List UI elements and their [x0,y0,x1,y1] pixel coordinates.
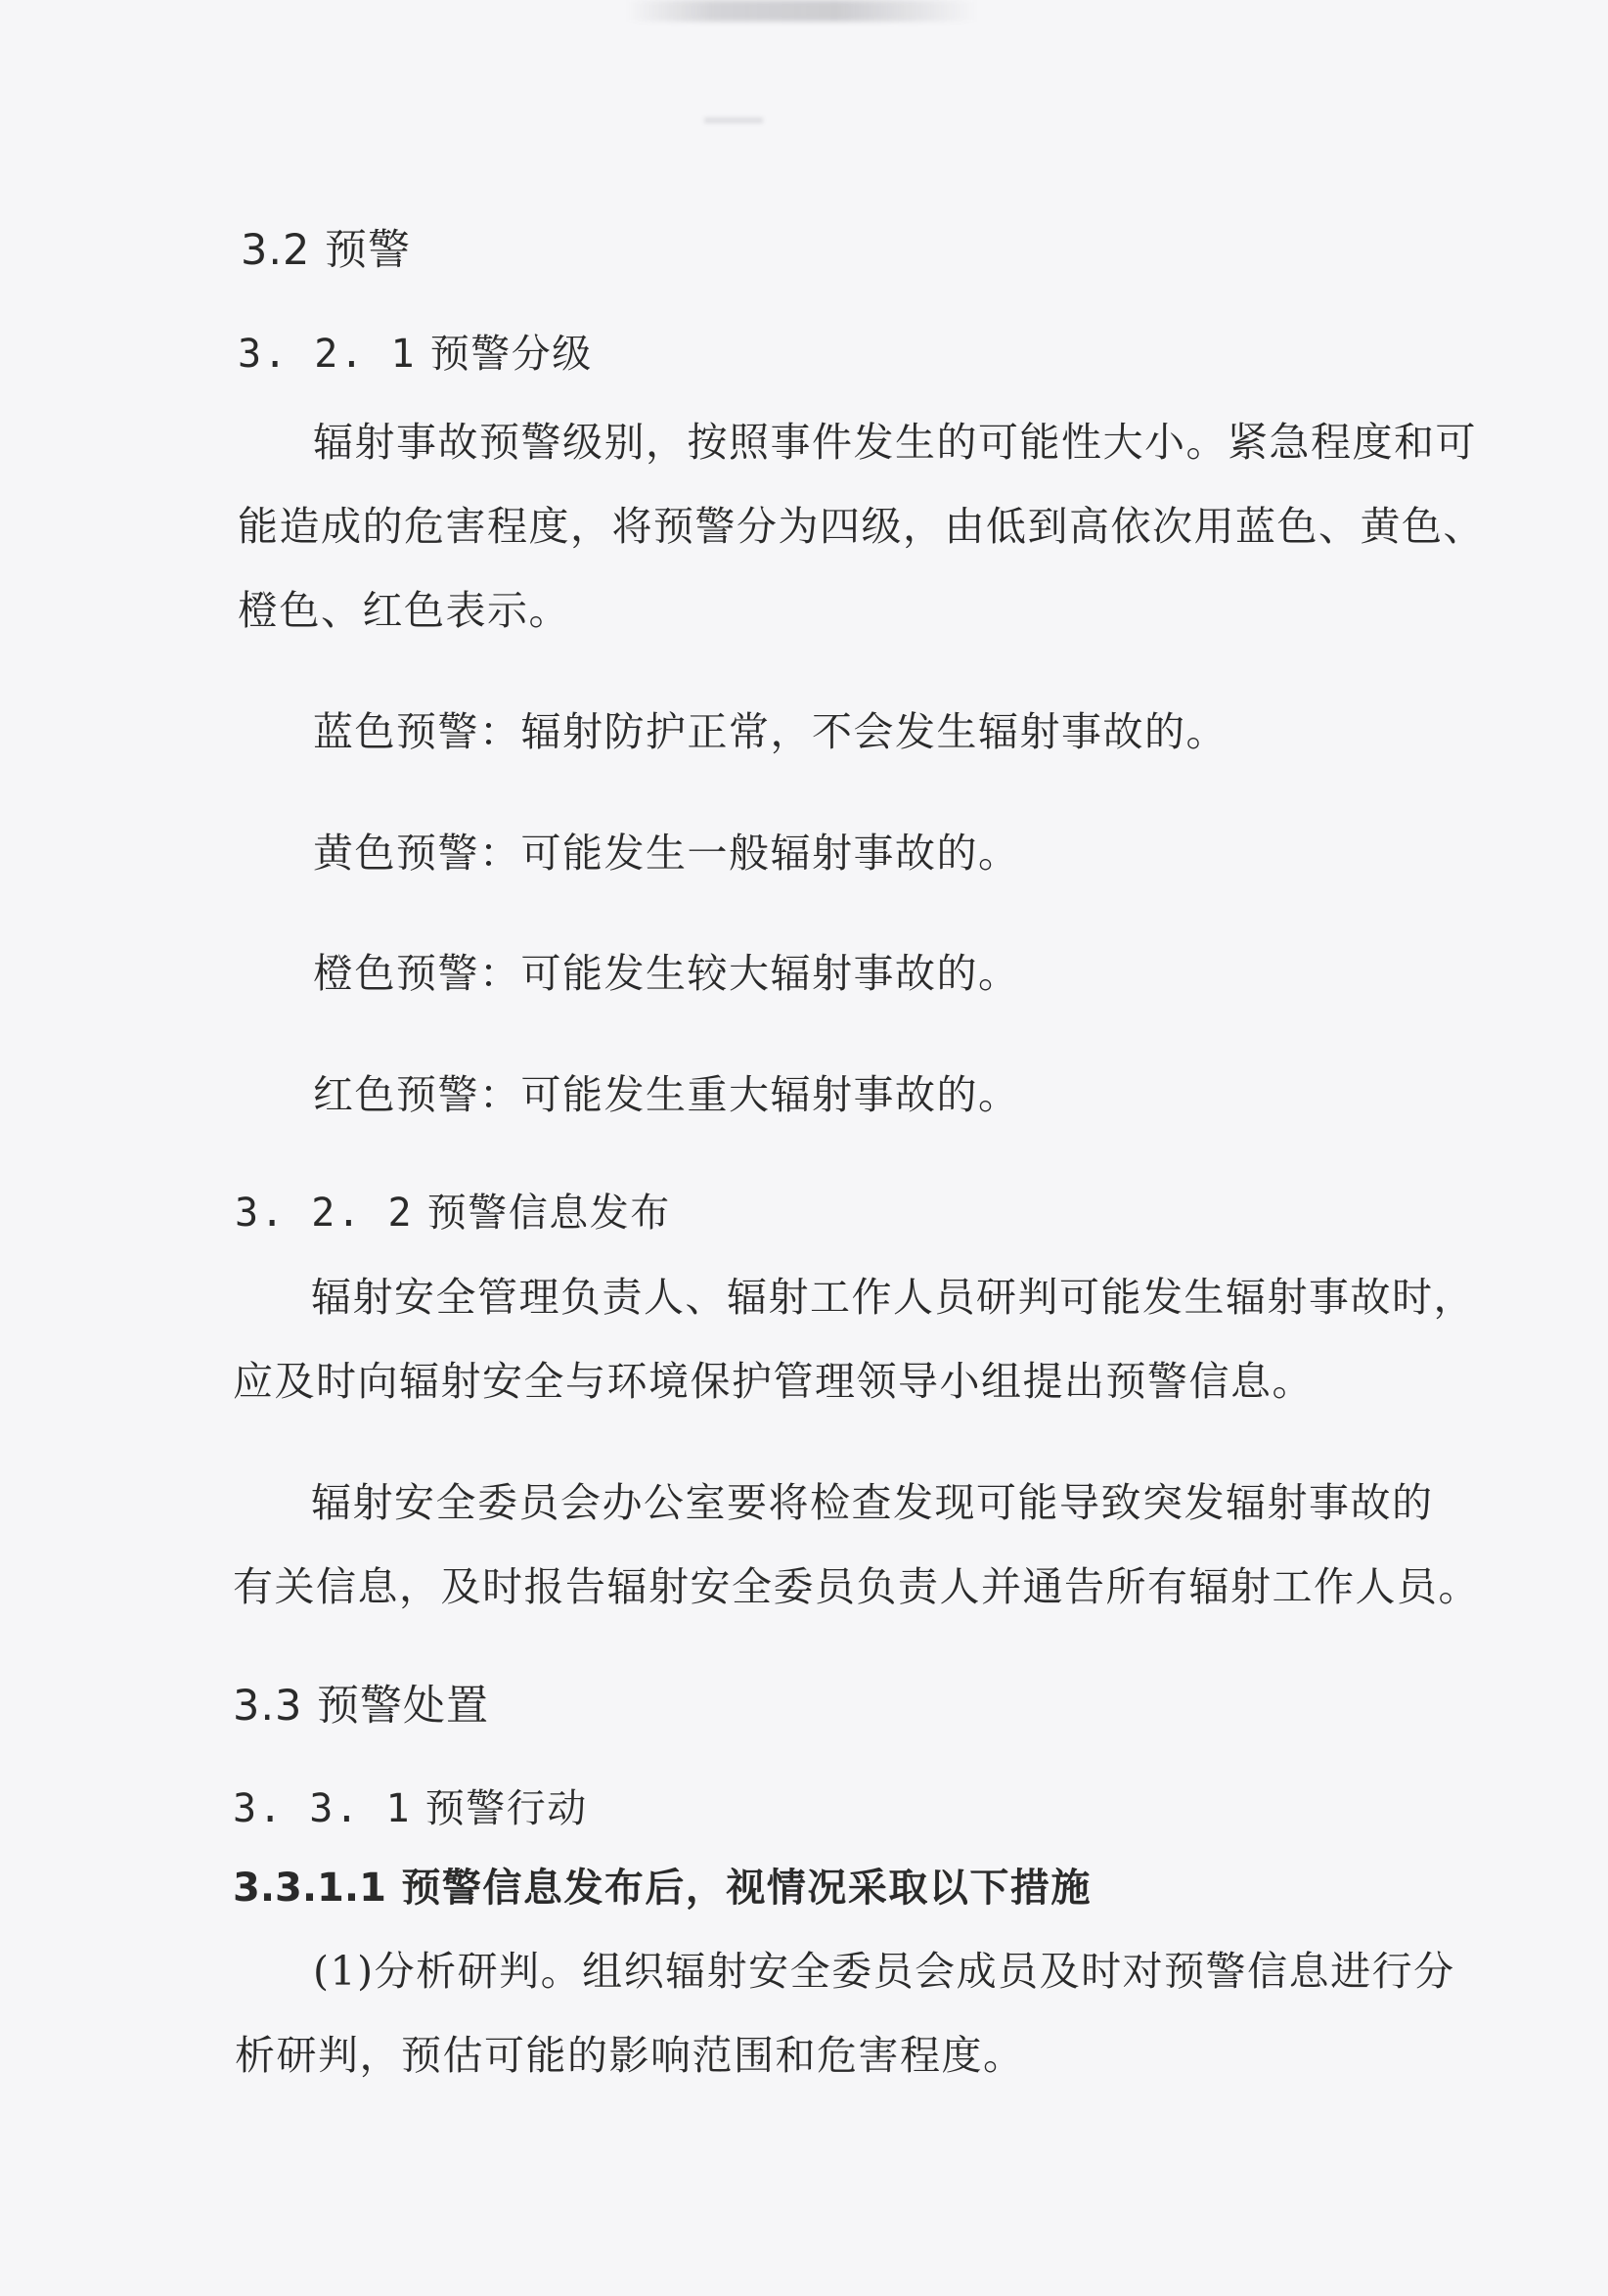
heading-text: 预警分级 [429,332,593,377]
paragraph-line: 辐射事故预警级别，按照事件发生的可能性大小。紧急程度和可 [313,419,1477,466]
heading-text: 预警信息发布后，视情况采取以下措施 [401,1865,1092,1911]
heading-number: 3. 2. 1 [238,332,417,377]
list-item-1-continued: 析研判，预估可能的影响范围和危害程度。 [235,2032,1025,2079]
warning-level-red: 红色预警：可能发生重大辐射事故的。 [313,1071,1020,1118]
warning-level-yellow: 黄色预警：可能发生一般辐射事故的。 [313,830,1020,877]
scan-artifact [626,0,978,22]
heading-number: 3. 2. 2 [235,1191,414,1236]
section-heading-3-3-1-1 [233,1865,1092,1911]
warning-level-blue: 蓝色预警：辐射防护正常，不会发生辐射事故的。 [313,708,1228,755]
heading-text: 预警行动 [424,1786,588,1831]
warning-level-orange: 橙色预警：可能发生较大辐射事故的。 [313,950,1020,997]
paragraph-line: 应及时向辐射安全与环境保护管理领导小组提出预警信息。 [233,1358,1314,1405]
list-item-1: (1)分析研判。组织辐射安全委员会成员及时对预警信息进行分 [313,1948,1455,1995]
section-heading-3-3-1 [233,1786,588,1831]
section-heading-3-3: 3.3 预警处置 [233,1682,490,1731]
paragraph-line: 能造成的危害程度，将预警分为四级，由低到高依次用蓝色、黄色、 [238,503,1485,550]
heading-text: 预警信息发布 [426,1191,671,1236]
section-heading-3-2: 3.2 预警 [241,226,412,275]
heading-number: 3.3.1.1 [233,1866,386,1911]
section-heading-3-2-2 [235,1191,671,1236]
section-heading-3-2-1 [238,332,593,377]
paragraph-line: 辐射安全委员会办公室要将检查发现可能导致突发辐射事故的 [311,1479,1434,1526]
paragraph-line: 有关信息，及时报告辐射安全委员负责人并通告所有辐射工作人员。 [233,1563,1480,1610]
scan-artifact [704,117,763,123]
paragraph-line: 橙色、红色表示。 [238,587,570,634]
paragraph-line: 辐射安全管理负责人、辐射工作人员研判可能发生辐射事故时， [311,1274,1475,1321]
heading-number: 3. 3. 1 [233,1786,412,1831]
